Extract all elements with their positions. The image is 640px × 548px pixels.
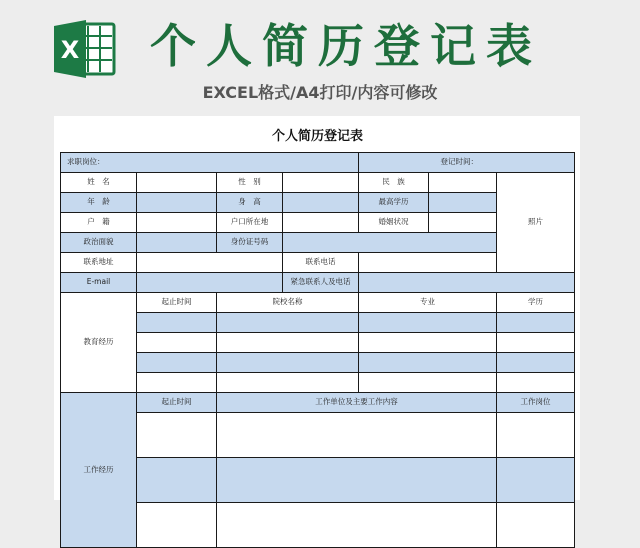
height-label: 身 高 <box>217 192 283 212</box>
sheet-title: 个人简历登记表 <box>61 122 575 152</box>
edu-row-period[interactable] <box>137 312 217 332</box>
work-content-header: 工作单位及主要工作内容 <box>217 392 497 412</box>
email-label: E-mail <box>61 272 137 292</box>
edu-row-school[interactable] <box>217 312 359 332</box>
gender-label: 性 别 <box>217 172 283 192</box>
gender-value[interactable] <box>283 172 359 192</box>
ethnicity-value[interactable] <box>429 172 497 192</box>
name-label: 姓 名 <box>61 172 137 192</box>
id-number-value[interactable] <box>283 232 497 252</box>
education-label: 最高学历 <box>359 192 429 212</box>
edu-school-header: 院校名称 <box>217 292 359 312</box>
age-value[interactable] <box>137 192 217 212</box>
edu-row-period[interactable] <box>137 352 217 372</box>
work-row-period[interactable] <box>137 502 217 547</box>
edu-row-major[interactable] <box>359 372 497 392</box>
edu-row-major[interactable] <box>359 352 497 372</box>
phone-value[interactable] <box>359 252 497 272</box>
emergency-label: 紧急联系人及电话 <box>283 272 359 292</box>
marital-label: 婚姻状况 <box>359 212 429 232</box>
household-label: 户 籍 <box>61 212 137 232</box>
register-time-label: 登记时间： <box>359 152 575 172</box>
edu-row-school[interactable] <box>217 332 359 352</box>
edu-major-header: 专业 <box>359 292 497 312</box>
edu-row-degree[interactable] <box>497 332 575 352</box>
hukou-location-value[interactable] <box>283 212 359 232</box>
education-value[interactable] <box>429 192 497 212</box>
emergency-value[interactable] <box>359 272 575 292</box>
edu-degree-header: 学历 <box>497 292 575 312</box>
banner <box>0 0 640 112</box>
work-row-content[interactable] <box>217 412 497 457</box>
edu-row-major[interactable] <box>359 332 497 352</box>
work-row-position[interactable] <box>497 457 575 502</box>
education-section-label: 教育经历 <box>61 292 137 392</box>
page-title: 个人简历登记表 <box>150 19 542 73</box>
political-value[interactable] <box>137 232 217 252</box>
work-row-content[interactable] <box>217 457 497 502</box>
edu-row-period[interactable] <box>137 372 217 392</box>
edu-row-degree[interactable] <box>497 372 575 392</box>
age-label: 年 龄 <box>61 192 137 212</box>
address-value[interactable] <box>137 252 283 272</box>
work-row-content[interactable] <box>217 502 497 547</box>
work-section-label: 工作经历 <box>61 392 137 547</box>
phone-label: 联系电话 <box>283 252 359 272</box>
household-value[interactable] <box>137 212 217 232</box>
work-period-header: 起止时间 <box>137 392 217 412</box>
work-row-position[interactable] <box>497 502 575 547</box>
edu-row-degree[interactable] <box>497 352 575 372</box>
job-position-label: 求职岗位： <box>61 152 359 172</box>
hukou-location-label: 户口所在地 <box>217 212 283 232</box>
edu-row-major[interactable] <box>359 312 497 332</box>
resume-sheet <box>54 116 580 500</box>
address-label: 联系地址 <box>61 252 137 272</box>
ethnicity-label: 民 族 <box>359 172 429 192</box>
height-value[interactable] <box>283 192 359 212</box>
political-label: 政治面貌 <box>61 232 137 252</box>
edu-row-school[interactable] <box>217 372 359 392</box>
edu-period-header: 起止时间 <box>137 292 217 312</box>
photo-cell[interactable]: 照片 <box>497 172 575 272</box>
work-row-position[interactable] <box>497 412 575 457</box>
resume-table <box>60 122 575 548</box>
edu-row-school[interactable] <box>217 352 359 372</box>
id-number-label: 身份证号码 <box>217 232 283 252</box>
excel-logo-letter: X <box>60 36 80 64</box>
work-row-period[interactable] <box>137 412 217 457</box>
edu-row-period[interactable] <box>137 332 217 352</box>
marital-value[interactable] <box>429 212 497 232</box>
email-value[interactable] <box>137 272 283 292</box>
excel-logo-icon <box>52 18 116 80</box>
name-value[interactable] <box>137 172 217 192</box>
edu-row-degree[interactable] <box>497 312 575 332</box>
page-subtitle: EXCEL格式/A4打印/内容可修改 <box>202 83 438 102</box>
work-position-header: 工作岗位 <box>497 392 575 412</box>
work-row-period[interactable] <box>137 457 217 502</box>
